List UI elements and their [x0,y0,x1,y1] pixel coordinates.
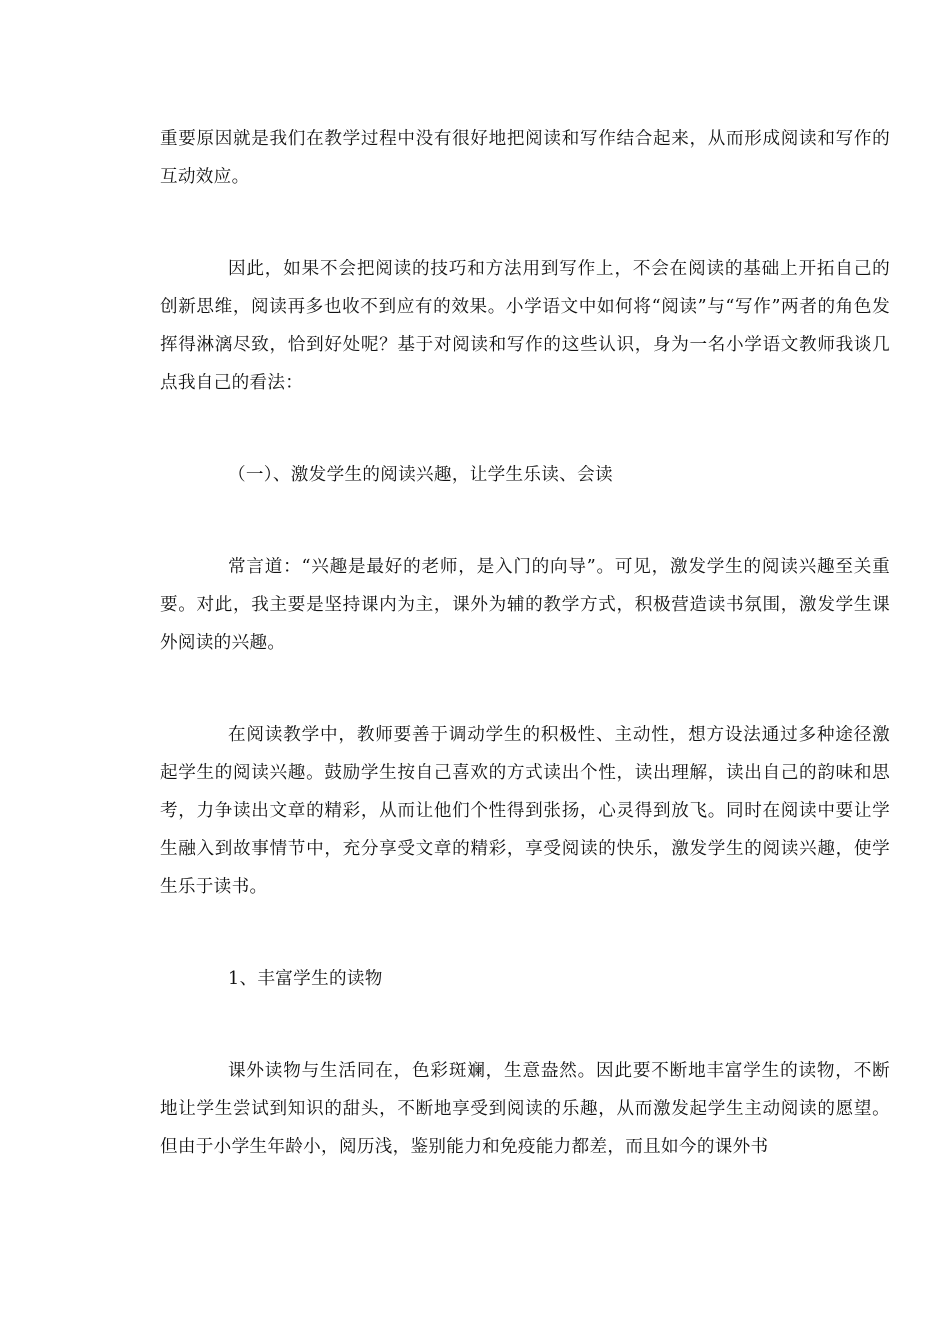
paragraph-body: 课外读物与生活同在，色彩斑斓，生意盎然。因此要不断地丰富学生的读物，不断地让学生尝试到知识的甜头，不断地享受到阅读的乐趣，从而激发起学生主动阅读的愿望。但由于小学生年龄小，阅历浅，鉴别能力和免疫能力都差，而且如今的课外书 [160,1061,890,1157]
paragraph-gap [160,998,890,1052]
paragraph-body: 在阅读教学中，教师要善于调动学生的积极性、主动性，想方设法通过多种途径激起学生的阅读兴趣。鼓励学生按自己喜欢的方式读出个性，读出理解，读出自己的韵味和思考，力争读出文章的精彩，从而让他们个性得到张扬，心灵得到放飞。同时在阅读中要让学生融入到故事情节中，充分享受文章的精彩，享受阅读的快乐，激发学生的阅读兴趣，使学生乐于读书。 [160,725,890,897]
paragraph-gap [160,494,890,548]
paragraph-gap [160,906,890,960]
paragraph-gap [160,196,890,250]
paragraph-body: 常言道：“兴趣是最好的老师，是入门的向导”。可见，激发学生的阅读兴趣至关重要。对此，我主要是坚持课内为主，课外为辅的教学方式，积极营造读书氛围，激发学生课外阅读的兴趣。 [160,557,890,653]
paragraph-continuation: 重要原因就是我们在教学过程中没有很好地把阅读和写作结合起来，从而形成阅读和写作的互动效应。 [160,129,890,187]
document-body [160,120,890,1166]
subsection-heading: 1、丰富学生的读物 [228,969,383,989]
paragraph-body: 因此，如果不会把阅读的技巧和方法用到写作上，不会在阅读的基础上开拓自己的创新思维，阅读再多也收不到应有的效果。小学语文中如何将“阅读”与“写作”两者的角色发挥得淋漓尽致，恰到好处呢？基于对阅读和写作的这些认识，身为一名小学语文教师我谈几点我自己的看法： [160,259,890,393]
paragraph-gap [160,402,890,456]
section-heading: （一）、激发学生的阅读兴趣，让学生乐读、会读 [228,465,613,485]
paragraph-gap [160,662,890,716]
